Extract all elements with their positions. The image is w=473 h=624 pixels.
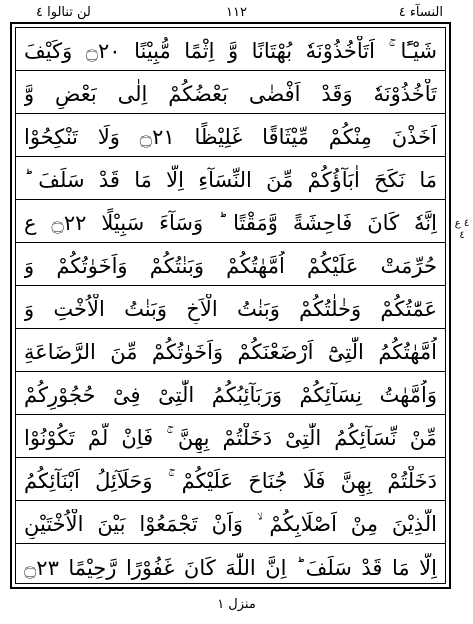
verse-line-text: حُرِّمَتْ عَلَيْكُمْ اُمَّهٰتُكُمْ وَبَنٰتُكُمْ وَاَخَوٰتُكُمْ وَ [24,254,437,278]
verse-line-text: الَّذِيْنَ مِنْ اَصْلَابِكُمْ ۙ وَاَنْ تَجْمَعُوْا بَيْنَ الْاُخْتَيْنِ [24,512,437,536]
verse-line-text: مَا نَكَحَ اٰبَآؤُكُمْ مِّنَ النِّسَآءِ اِلَّا مَا قَدْ سَلَفَ ؕ [24,168,437,192]
verse-line [16,458,445,501]
verse-line [16,415,445,458]
verse-line [16,544,445,587]
verse-line [16,243,445,286]
text-frame [10,22,451,589]
juz-title: لن تنالوا ٤ [36,5,91,20]
verse-line-text: شَيْـًٔا ۚ اَتَاْخُذُوْنَهٗ بُهْتَانًا وَّ اِثْمًا مُّبِيْنًا ۝٢٠ وَكَيْفَ [24,39,437,63]
verse-line [16,501,445,544]
verse-line-text: اَخَذْنَ مِنْكُمْ مِّيْثَاقًا غَلِيْظًا ۝٢١ وَلَا تَنْكِحُوْا [24,125,437,149]
verse-line-text: عَمّٰتُكُمْ وَخٰلٰتُكُمْ وَبَنٰتُ الْاَخِ وَبَنٰتُ الْاُخْتِ وَ [24,297,437,321]
verse-line-text: اِنَّهٗ كَانَ فَاحِشَةً وَّمَقْتًا ؕ وَسَآءَ سَبِيْلًا ۝٢٢ ع [24,211,437,235]
manzil-footer: منزل ١ [217,597,256,612]
verse-line [16,200,445,243]
verse-line-text: اِلَّا مَا قَدْ سَلَفَ ؕ اِنَّ اللّٰهَ كَانَ غَفُوْرًا رَّحِيْمًا ۝٢٣ [24,556,437,580]
verse-line-text: تَاْخُذُوْنَهٗ وَقَدْ اَفْضٰى بَعْضُكُمْ اِلٰى بَعْضٍ وَّ [24,82,437,106]
verse-lines [16,28,445,583]
ruku-margin-mark: ٤ ع ٤ [454,218,470,241]
verse-line-text: اُمَّهٰتُكُمُ الّٰتِىْٓ اَرْضَعْنَكُمْ وَاَخَوٰتُكُمْ مِّنَ الرَّضَاعَةِ [24,340,437,364]
text-frame-inner [15,27,446,584]
verse-line [16,286,445,329]
verse-line-text: مِّنْ نِّسَآئِكُمُ الّٰتِىْ دَخَلْتُمْ بِهِنَّ ۚ فَاِنْ لَّمْ تَكُوْنُوْا [24,426,437,450]
verse-line [16,114,445,157]
verse-line [16,71,445,114]
verse-line [16,157,445,200]
page-number: ١١٢ [226,5,247,20]
verse-line-text: دَخَلْتُمْ بِهِنَّ فَلَا جُنَاحَ عَلَيْكُمْ ۚ وَحَلَآئِلُ اَبْنَآئِكُمُ [24,469,437,493]
surah-title: النسآء ٤ [398,5,443,20]
verse-line [16,329,445,372]
verse-line [16,28,445,71]
verse-line-text: وَاُمَّهٰتُ نِسَآئِكُمْ وَرَبَآئِبُكُمُ الّٰتِىْ فِىْ حُجُوْرِكُمْ [24,383,437,407]
page-header [0,4,473,24]
verse-line [16,372,445,415]
